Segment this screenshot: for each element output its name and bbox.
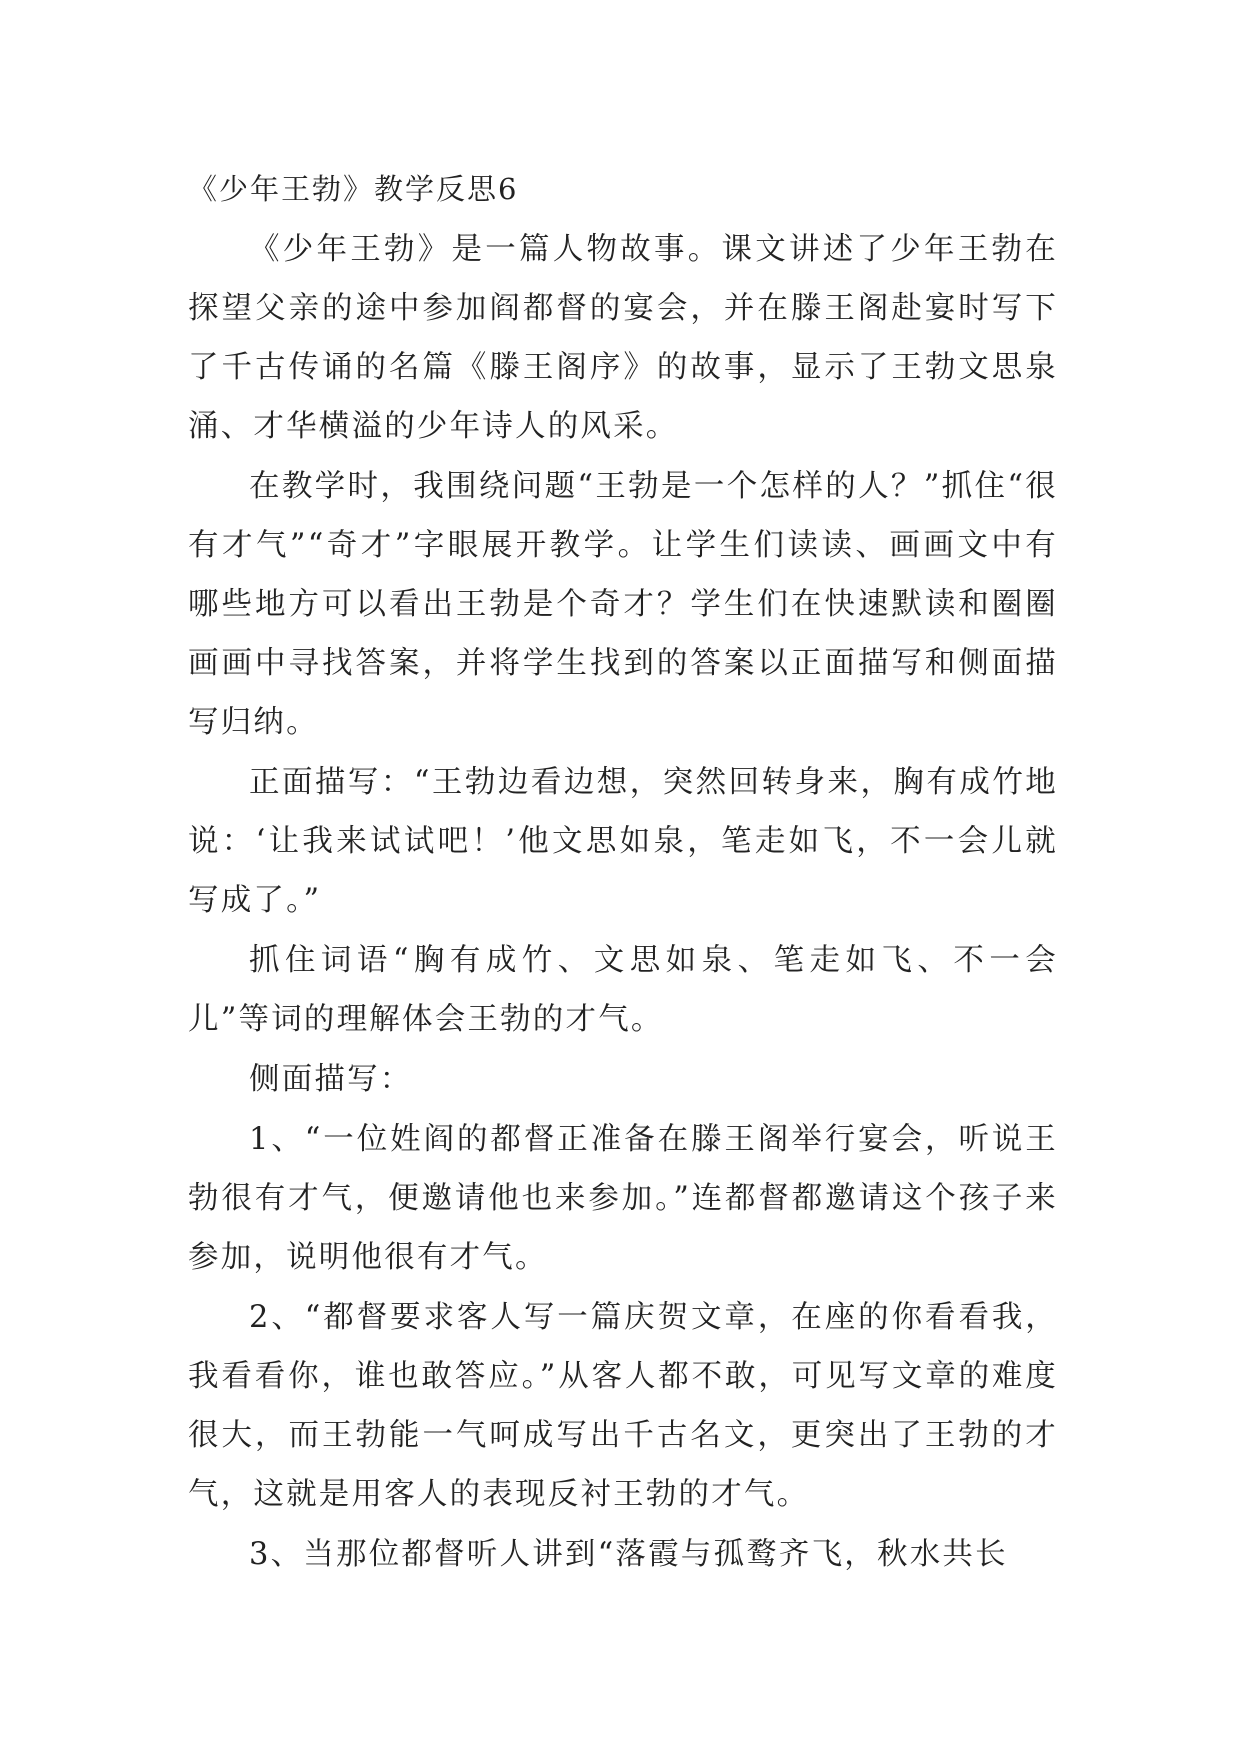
document-page	[188, 160, 1058, 1585]
paragraph-teaching: 在教学时，我围绕问题“王勃是一个怎样的人？”抓住“很有才气”“奇才”字眼展开教学。让学生们读读、画画文中有哪些地方可以看出王勃是个奇才？学生们在快速默读和圈圈画画中寻找答案，并将学生找到的答案以正面描写和侧面描写归纳。	[188, 469, 1058, 740]
paragraph-key-words: 抓住词语“胸有成竹、文思如泉、笔走如飞、不一会儿”等词的理解体会王勃的才气。	[188, 943, 1058, 1037]
paragraph-intro: 《少年王勃》是一篇人物故事。课文讲述了少年王勃在探望父亲的途中参加阎都督的宴会，并在滕王阁赴宴时写下了千古传诵的名篇《滕王阁序》的故事，显示了王勃文思泉涌、才华横溢的少年诗人的风采。	[188, 232, 1058, 444]
document-title: 《少年王勃》教学反思6	[188, 172, 519, 206]
paragraph-point-3: 3、当那位都督听人讲到“落霞与孤鹜齐飞，秋水共长	[249, 1537, 1008, 1572]
paragraph-direct-description: 正面描写：“王勃边看边想，突然回转身来，胸有成竹地说：‘让我来试试吧！’他文思如泉，笔走如飞，不一会儿就写成了。”	[188, 765, 1058, 918]
paragraph-point-1: 1、“一位姓阎的都督正准备在滕王阁举行宴会，听说王勃很有才气，便邀请他也来参加。”连都督都邀请这个孩子来参加，说明他很有才气。	[188, 1122, 1058, 1275]
paragraph-indirect-heading: 侧面描写：	[249, 1062, 413, 1097]
paragraph-point-2: 2、“都督要求客人写一篇庆贺文章，在座的你看看我，我看看你，谁也敢答应。”从客人都不敢，可见写文章的难度很大，而王勃能一气呵成写出千古名文，更突出了王勃的才气，这就是用客人的表现反衬王勃的才气。	[188, 1300, 1058, 1512]
